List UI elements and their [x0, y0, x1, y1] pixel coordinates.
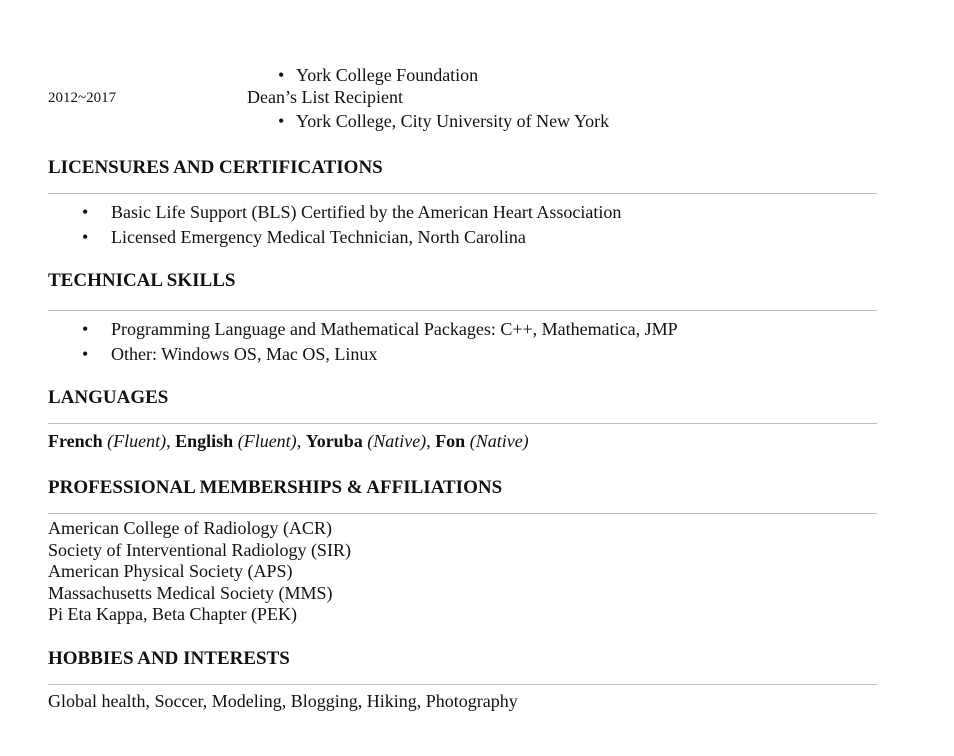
language-name: English	[175, 431, 234, 451]
languages-divider	[48, 423, 877, 424]
language-level: (Fluent)	[107, 431, 167, 451]
memberships-heading: PROFESSIONAL MEMBERSHIPS & AFFILIATIONS	[48, 477, 503, 498]
language-level: (Native)	[367, 431, 427, 451]
list-item: • Programming Language and Mathematical Packages: C++, Mathematica, JMP	[48, 317, 678, 342]
education-award: Dean’s List Recipient	[247, 87, 403, 107]
licensures-heading: LICENSURES AND CERTIFICATIONS	[48, 157, 383, 178]
education-institution: • York College, City University of New York	[296, 111, 609, 131]
hobbies-text: Global health, Soccer, Modeling, Blogging, Hiking, Photography	[48, 691, 518, 711]
languages-heading: LANGUAGES	[48, 387, 169, 408]
language-name: French	[48, 431, 103, 451]
list-item: American College of Radiology (ACR)	[48, 518, 332, 538]
memberships-divider	[48, 513, 877, 514]
list-item: • Basic Life Support (BLS) Certified by the American Heart Association	[48, 200, 621, 225]
separator: ,	[166, 431, 171, 451]
education-foundation: • York College Foundation	[296, 65, 478, 85]
list-item: American Physical Society (APS)	[48, 561, 293, 581]
list-item: Pi Eta Kappa, Beta Chapter (PEK)	[48, 604, 297, 624]
licensures-list	[48, 200, 621, 250]
separator: ,	[296, 431, 302, 451]
memberships-list	[48, 518, 351, 626]
licensures-divider	[48, 193, 877, 194]
hobbies-heading: HOBBIES AND INTERESTS	[48, 648, 290, 669]
language-name: Fon	[435, 431, 466, 451]
languages-line	[48, 430, 529, 452]
language-level: (Native)	[469, 431, 529, 451]
list-item: • Other: Windows OS, Mac OS, Linux	[48, 342, 678, 367]
hobbies-divider	[48, 684, 877, 685]
technical-skills-heading: TECHNICAL SKILLS	[48, 270, 236, 291]
list-item: • Licensed Emergency Medical Technician, North Carolina	[48, 225, 621, 250]
language-name: Yoruba	[305, 431, 363, 451]
education-date: 2012~2017	[48, 90, 117, 106]
technical-skills-list	[48, 317, 678, 367]
separator: ,	[426, 431, 431, 451]
list-item: Society of Interventional Radiology (SIR)	[48, 539, 351, 560]
language-level: (Fluent)	[237, 431, 297, 451]
list-item: Massachusetts Medical Society (MMS)	[48, 582, 333, 603]
technical-skills-divider	[48, 310, 877, 311]
